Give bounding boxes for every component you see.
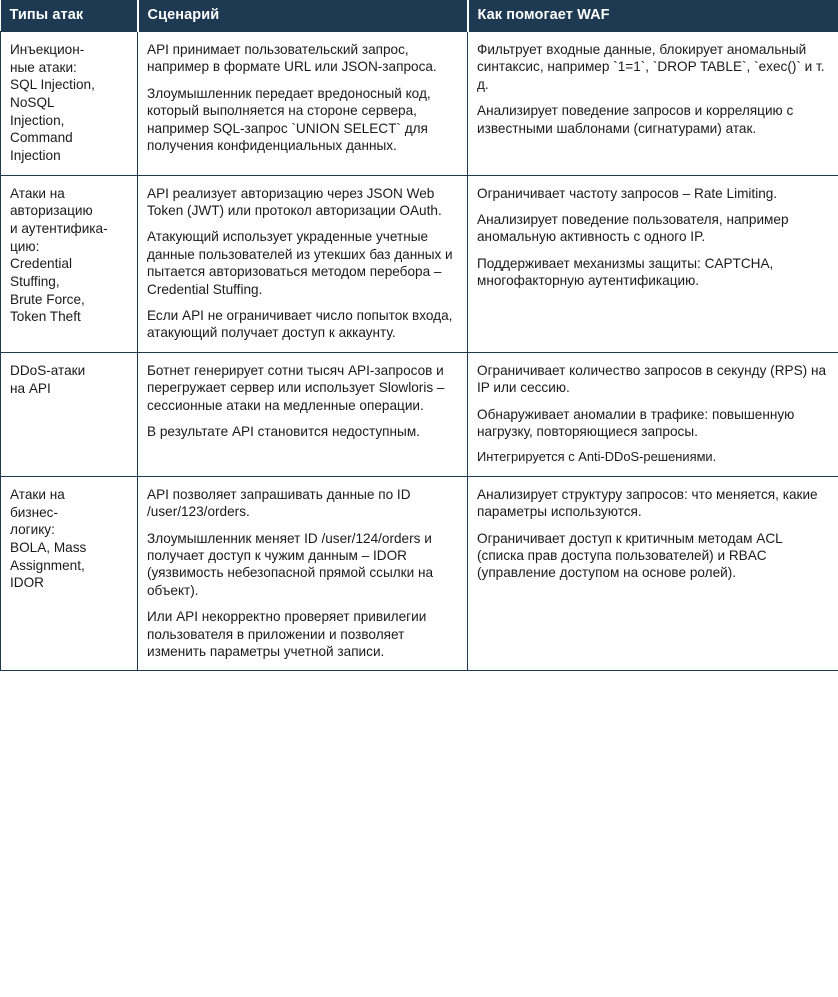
attack-type-line: Credential: [10, 256, 72, 272]
scenario-paragraph: Или API некорректно проверяет привилегии пользователя в приложении и позволяет изменить параметры учетной записи.: [147, 609, 427, 660]
scenario-paragraph: Ботнет генерирует сотни тысяч API-запросов и перегружает сервер или использует Slowloris – сессионные атаки на медленные операции.: [147, 362, 445, 413]
attack-type-line: IDOR: [10, 575, 44, 591]
waf-paragraph: Анализирует поведение пользователя, например аномальную активность с одного IP.: [477, 212, 789, 245]
attack-type-line: Injection: [10, 148, 61, 164]
attack-type-line: цию:: [10, 238, 40, 254]
waf-paragraph: Ограничивает частоту запросов – Rate Limiting.: [477, 185, 778, 201]
attack-type-line: Атаки на: [10, 185, 65, 201]
cell-attack-type: [1, 175, 138, 352]
scenario-paragraph: В результате API становится недоступным.: [147, 424, 420, 439]
scenario-paragraph: Атакующий использует украденные учетные данные пользователей из утекших баз данных и пытается авторизоваться методом перебора – Credential Stuffing.: [147, 229, 453, 297]
table-row: [1, 175, 838, 352]
cell-attack-type: [1, 352, 138, 476]
scenario-paragraph: Если API не ограничивает число попыток входа, атакующий получает доступ к аккаунту.: [147, 308, 453, 341]
attack-type-line: DDoS-атаки: [10, 362, 86, 378]
attack-type-line: авторизацию: [10, 203, 93, 219]
cell-attack-type: [1, 476, 138, 671]
attack-type-line: и аутентифика-: [10, 221, 108, 237]
attack-type-line: Инъекцион-: [10, 42, 85, 57]
attack-type-line: Brute Force,: [10, 291, 85, 307]
scenario-paragraph: API позволяет запрашивать данные по ID /user/123/orders.: [147, 486, 411, 520]
attack-type-line: Token Theft: [10, 309, 81, 325]
attack-type-line: Assignment,: [10, 557, 85, 573]
waf-paragraph: Поддерживает механизмы защиты: CAPTCHA, многофакторную аутентификацию.: [477, 255, 774, 289]
scenario-paragraph: Злоумышленник меняет ID /user/124/orders и получает доступ к чужим данным – IDOR (уязвимость небезопасной прямой ссылки на объект).: [147, 530, 434, 598]
cell-waf: [468, 352, 838, 476]
cell-waf: [468, 32, 838, 176]
attack-type-line: Stuffing,: [10, 274, 60, 290]
waf-paragraph: Обнаруживает аномалии в трафике: повышенную нагрузку, повторяющиеся запросы.: [477, 406, 795, 439]
attack-type-line: Атаки на: [10, 486, 65, 502]
attack-type-line: BOLA, Mass: [10, 539, 87, 555]
cell-waf: [468, 476, 838, 671]
waf-paragraph: Ограничивает количество запросов в секунду (RPS) на IP или сессию.: [477, 362, 827, 396]
attack-type-line: на API: [10, 380, 51, 396]
scenario-paragraph: API принимает пользовательский запрос, например в формате URL или JSON-запроса.: [147, 42, 437, 75]
cell-waf: [468, 175, 838, 352]
cell-attack-type: [1, 32, 138, 176]
attack-type-line: NoSQL: [10, 95, 55, 111]
attack-type-line: ные атаки:: [10, 59, 77, 75]
attack-type-line: Command: [10, 130, 73, 146]
scenario-paragraph: API реализует авторизацию через JSON Web Token (JWT) или протокол авторизации OAuth.: [147, 185, 442, 219]
waf-paragraph: Ограничивает доступ к критичным методам ACL (списка прав доступа пользователей) и RBAC (управление доступом на основе ролей).: [477, 530, 783, 581]
waf-paragraph: Фильтрует входные данные, блокирует аномальный синтаксис, например `1=1`, `DROP TABLE`, `exec()` и т. д.: [477, 42, 825, 92]
column-header-attack-types: Типы атак: [1, 0, 138, 32]
column-header-scenario: Сценарий: [138, 0, 468, 32]
cell-scenario: [138, 32, 468, 176]
attack-type-line: Injection,: [10, 112, 65, 128]
waf-paragraph: Анализирует структуру запросов: что меняется, какие параметры используются.: [477, 486, 818, 520]
attack-type-line: SQL Injection,: [10, 77, 95, 93]
attack-type-line: бизнес-: [10, 504, 59, 520]
attack-type-line: логику:: [10, 522, 55, 538]
waf-paragraph: Интегрируется с Anti-DDoS-решениями.: [477, 449, 717, 465]
cell-scenario: [138, 352, 468, 476]
scenario-paragraph: Злоумышленник передает вредоносный код, который выполняется на стороне сервера, например SQL-запрос `UNION SELECT` для получения конфиденциальных данных.: [147, 85, 431, 153]
column-header-waf: Как помогает WAF: [468, 0, 838, 32]
waf-paragraph: Анализирует поведение запросов и корреляцию с известными шаблонами (сигнатурами) атак.: [477, 103, 794, 136]
cell-scenario: [138, 476, 468, 671]
table-header-row: [1, 0, 838, 32]
cell-scenario: [138, 175, 468, 352]
table-body: [1, 32, 838, 671]
table-row: [1, 476, 838, 671]
table-header: [1, 0, 838, 32]
table-row: [1, 32, 838, 176]
table-row: [1, 352, 838, 476]
